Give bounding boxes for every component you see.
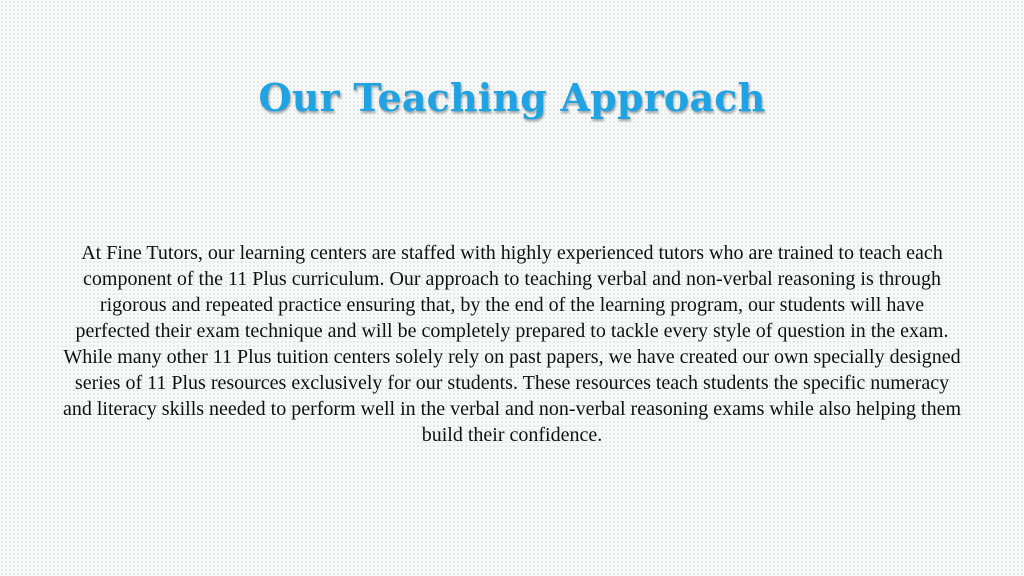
slide-body-text: At Fine Tutors, our learning centers are staffed with highly experienced tutors who are trained to teach each component of the 11 Plus curriculum. Our approach to teaching verbal and non-verbal reasoning is through rigorous and repeated practice ensuring that, by the end of the learning program, our students will have perfected their exam technique and will be completely prepared to tackle every style of question in the exam. While many other 11 Plus tuition centers solely rely on past papers, we have created our own specially designed series of 11 Plus resources exclusively for our students. These resources teach students the specific numeracy and literacy skills needed to perform well in the verbal and non-verbal reasoning exams while also helping them build their confidence.	[62, 242, 962, 446]
slide-title: Our Teaching Approach	[258, 75, 766, 120]
